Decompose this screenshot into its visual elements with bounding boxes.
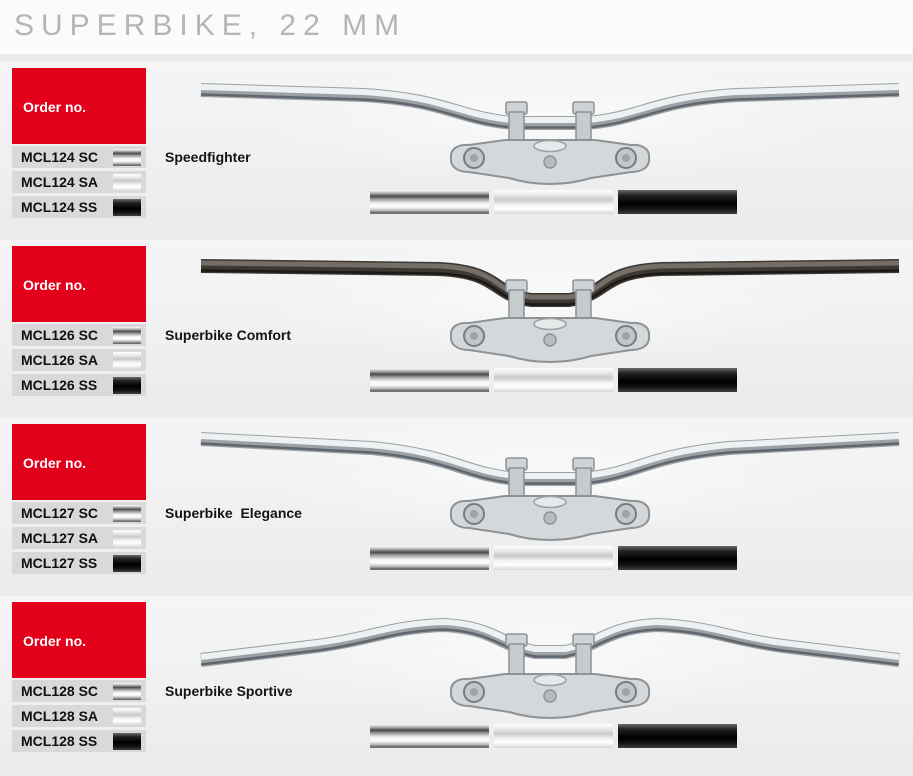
order-rows	[12, 146, 146, 221]
order-row	[12, 680, 146, 702]
handlebar-tube	[201, 87, 899, 128]
finish-swatch-silver-icon	[113, 174, 141, 191]
product-name: Superbike Comfort	[165, 327, 292, 343]
order-row	[12, 146, 146, 168]
order-code: MCL127 SC	[21, 505, 99, 521]
handlebar-photo	[195, 246, 905, 366]
finish-swatch-black-icon	[113, 733, 141, 750]
order-row	[12, 196, 146, 218]
handlebar-photo	[195, 68, 905, 188]
handlebar-tube	[201, 622, 899, 665]
order-no-box	[12, 68, 146, 144]
finish-silver-bar	[494, 190, 613, 214]
finish-chrome-bar	[370, 546, 489, 570]
order-row	[12, 324, 146, 346]
page-title: SUPERBIKE, 22 MM	[14, 9, 407, 42]
order-row	[12, 705, 146, 727]
product-name: Superbike Sportive	[165, 683, 293, 699]
finish-swatch-chrome-icon	[113, 683, 141, 700]
order-code: MCL126 SA	[21, 352, 99, 368]
order-rows	[12, 502, 146, 577]
page-header	[0, 0, 913, 54]
order-code: MCL124 SS	[21, 199, 98, 215]
finish-black-bar	[618, 546, 737, 570]
order-no-label: Order no.	[23, 99, 87, 115]
handlebar-photo	[195, 424, 905, 544]
finish-chrome-bar	[370, 724, 489, 748]
order-code: MCL128 SC	[21, 683, 99, 699]
product-section-superbike-sportive	[0, 596, 913, 768]
finish-swatch-silver-icon	[113, 530, 141, 547]
order-code: MCL128 SA	[21, 708, 99, 724]
order-row	[12, 527, 146, 549]
order-rows	[12, 324, 146, 399]
handlebar-photo	[195, 602, 905, 722]
order-code: MCL127 SA	[21, 530, 99, 546]
finish-black-bar	[618, 368, 737, 392]
order-code: MCL127 SS	[21, 555, 98, 571]
order-code: MCL126 SC	[21, 327, 99, 343]
product-section-superbike-elegance	[0, 418, 913, 590]
finish-chrome-bar	[370, 368, 489, 392]
product-name: Superbike Elegance	[165, 505, 302, 521]
finish-silver-bar	[494, 724, 613, 748]
order-row	[12, 552, 146, 574]
order-no-label: Order no.	[23, 633, 87, 649]
order-no-box	[12, 424, 146, 500]
finish-swatch-black-icon	[113, 199, 141, 216]
finish-options-bar	[370, 190, 737, 214]
order-no-label: Order no.	[23, 455, 87, 471]
order-row	[12, 171, 146, 193]
handlebar-tube	[201, 263, 899, 305]
product-section-speedfighter	[0, 62, 913, 234]
finish-silver-bar	[494, 368, 613, 392]
order-code: MCL124 SA	[21, 174, 99, 190]
order-no-box	[12, 602, 146, 678]
order-row	[12, 730, 146, 752]
finish-swatch-black-icon	[113, 555, 141, 572]
order-code: MCL124 SC	[21, 149, 99, 165]
finish-options-bar	[370, 546, 737, 570]
finish-swatch-chrome-icon	[113, 327, 141, 344]
finish-black-bar	[618, 724, 737, 748]
finish-silver-bar	[494, 546, 613, 570]
finish-swatch-silver-icon	[113, 708, 141, 725]
finish-swatch-black-icon	[113, 377, 141, 394]
finish-options-bar	[370, 724, 737, 748]
finish-options-bar	[370, 368, 737, 392]
order-row	[12, 374, 146, 396]
triple-clamp	[451, 280, 649, 362]
order-row	[12, 502, 146, 524]
finish-swatch-chrome-icon	[113, 149, 141, 166]
product-section-superbike-comfort	[0, 240, 913, 412]
finish-swatch-chrome-icon	[113, 505, 141, 522]
order-code: MCL126 SS	[21, 377, 98, 393]
order-no-label: Order no.	[23, 277, 87, 293]
order-no-box	[12, 246, 146, 322]
order-code: MCL128 SS	[21, 733, 98, 749]
finish-black-bar	[618, 190, 737, 214]
finish-swatch-silver-icon	[113, 352, 141, 369]
product-name: Speedfighter	[165, 149, 251, 165]
order-row	[12, 349, 146, 371]
handlebar-tube	[201, 436, 899, 484]
finish-chrome-bar	[370, 190, 489, 214]
order-rows	[12, 680, 146, 755]
